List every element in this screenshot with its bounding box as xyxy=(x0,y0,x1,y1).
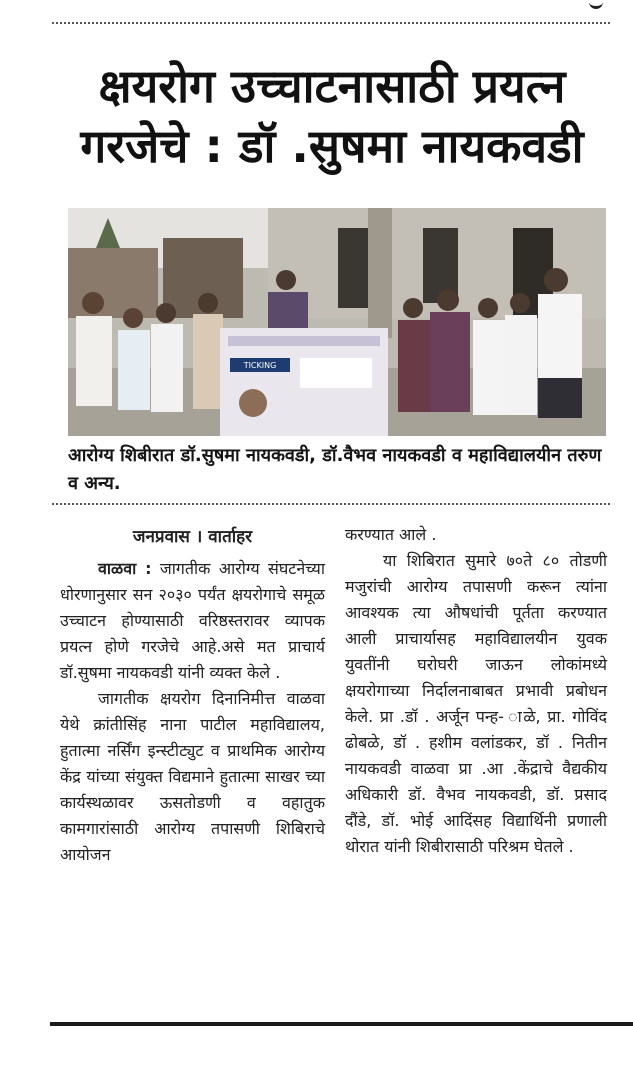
corner-mark xyxy=(589,0,603,9)
group-photo xyxy=(68,208,606,436)
bottom-rule xyxy=(50,1022,633,1026)
headline-line-1: क्षयरोग उच्चाटनासाठी प्रयत्न xyxy=(98,59,566,113)
byline: जनप्रवास । वार्ताहर xyxy=(132,527,253,547)
paragraph-1 xyxy=(60,556,325,686)
column-right xyxy=(345,522,607,860)
top-dotted-rule xyxy=(52,22,610,24)
paragraph-3: या शिबिरात सुमारे ७०ते ८० तोडणी मजुरांची आरोग्य तपासणी करून त्यांना आवश्यक त्या औषधांची पूर्तता करण्यात आली प्राचार्यासह महाविद्यालयीन युवक युवतींनी घरोघरी जाऊन लोकांमध्ये क्षयरोगाच्या निर्दालनाबाबत प्रभावी प्रबोधन केले. प्रा .डॉ . अर्जून पन्ह- ाळे, प्रा. गोविंद ढोबळे, डॉ . हशीम वलांडकर, डॉ . नितीन नायकवडी वाळवा प्रा .आ .केंद्राचे वैद्यकीय अधिकारी डॉ. वैभव नायकवडी, डॉ. प्रसाद दौंडे, डॉ. भोई आदिंसह विद्यार्थिनी प्रणाली थोरात यांनी शिबीरासाठी परिश्रम घेतले . xyxy=(345,551,607,856)
paragraph-1-text: जागतीक आरोग्य संघटनेच्या धोरणानुसार सन २०३० पर्यंत क्षयरोगाचे समूळ उच्चाटन होण्यासाठी वरिष्ठस्तरावर व्यापक प्रयत्न होणे गरजेचे आहे.असे मत प्राचार्य डॉ.सुषमा नायकवडी यांनी व्यक्त केले . xyxy=(60,559,325,682)
headline-line-2: गरजेचे : डॉ .सुषमा नायकवडी xyxy=(80,119,584,173)
photo-illustration xyxy=(68,208,606,436)
photo-caption: आरोग्य शिबीरात डॉ.सुषमा नायकवडी, डॉ.वैभव नायकवडी व महाविद्यालयीन तरुण व अन्य. xyxy=(68,445,602,494)
paragraph-2-continued: करण्यात आले . xyxy=(345,525,437,544)
paragraph-2: जागतीक क्षयरोग दिनानिमीत्त वाळवा येथे क्रांतीसिंह नाना पाटील महाविद्यालय, हुतात्मा नर्सिंग इन्स्टीट्युट व प्राथमिक आरोग्य केंद्र यांच्या संयुक्त विद्यमाने हुतात्मा साखर च्या कार्यस्थळावर ऊसतोडणी व वहातुक कामगारांसाठी आरोग्य तपासणी शिबिराचे आयोजन xyxy=(60,689,325,864)
dateline: वाळवा : xyxy=(98,559,152,578)
headline xyxy=(52,56,612,176)
banner-label: TICKING xyxy=(243,361,277,370)
caption-dotted-rule xyxy=(52,503,610,505)
column-left xyxy=(60,524,325,868)
